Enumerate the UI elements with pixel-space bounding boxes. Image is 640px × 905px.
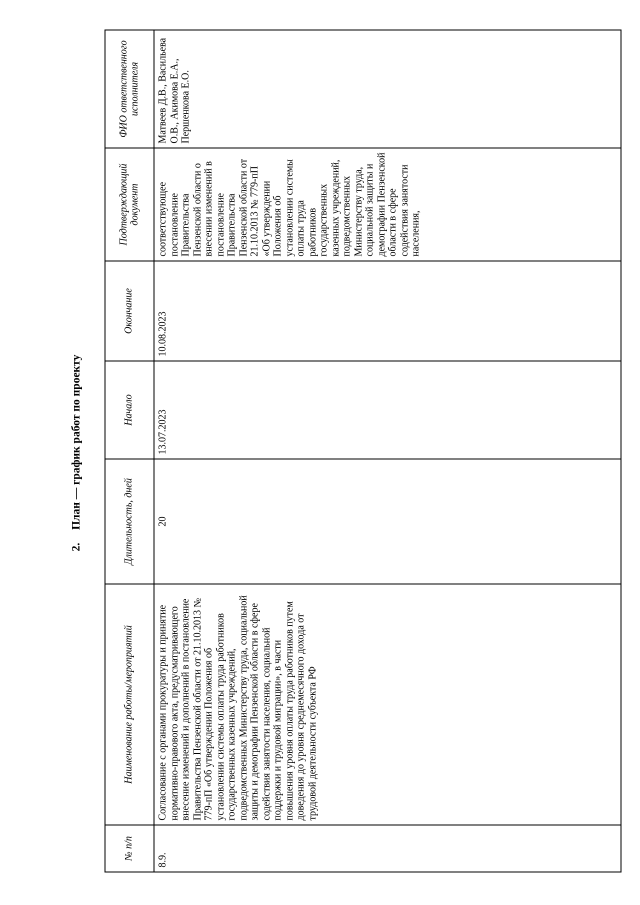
table-row — [154, 30, 621, 872]
cell-start: 13.07.2023 — [154, 361, 621, 459]
section-number: 2. — [70, 542, 82, 551]
cell-end: 10.08.2023 — [154, 261, 621, 361]
cell-name: Согласование с органами прокуратуры и принятие нормативно-правового акта, предусматривающего внесение изменений и дополнений в постановление Правительства Пензенской области от 21.10.2013 № 779-пП «Об утверждении Положения об установлении системы оплаты труда работников государственных казенных учреждений, подведомственных Министерству труда, социальной защиты и демографии Пензенской области в сфере содействия занятости населения, социальной поддержки и трудовой миграции», в части повышения уровня оплаты труда работников путем доведения до уровня среднемесячного дохода от трудовой деятельности субъекта РФ — [154, 584, 621, 825]
work-plan-table — [104, 29, 621, 872]
cell-duration: 20 — [154, 459, 621, 584]
cell-responsible: Матвеев Д.В., Васильева О.В., Акимова Е.А., Першенкова Е.О. — [154, 30, 621, 148]
header-start: Начало — [105, 361, 154, 459]
cell-num: 8.9. — [154, 825, 621, 872]
header-num: № п/п — [105, 825, 154, 872]
table-header-row — [105, 30, 154, 872]
header-responsible: ФИО ответственного исполнителя — [105, 30, 154, 148]
section-title: План — график работ по проекту — [70, 354, 82, 530]
cell-doc: соответствующее постановление Правительства Пензенской области о внесении изменений в постановление Правительства Пензенской области от 21.10.2013 № 779-пП «Об утверждении Положения об установлении системы оплаты труда работников государственных казенных учреждений, подведомственных Министерству труда, социальной защиты и демографии Пензенской области в сфере содействия занятости населения, — [154, 148, 621, 261]
header-name: Наименование работы/мероприятий — [105, 584, 154, 825]
header-duration: Длительность, дней — [105, 459, 154, 584]
section-heading — [70, 0, 82, 905]
header-end: Окончание — [105, 261, 154, 361]
header-doc: Подтверждающий документ — [105, 148, 154, 261]
